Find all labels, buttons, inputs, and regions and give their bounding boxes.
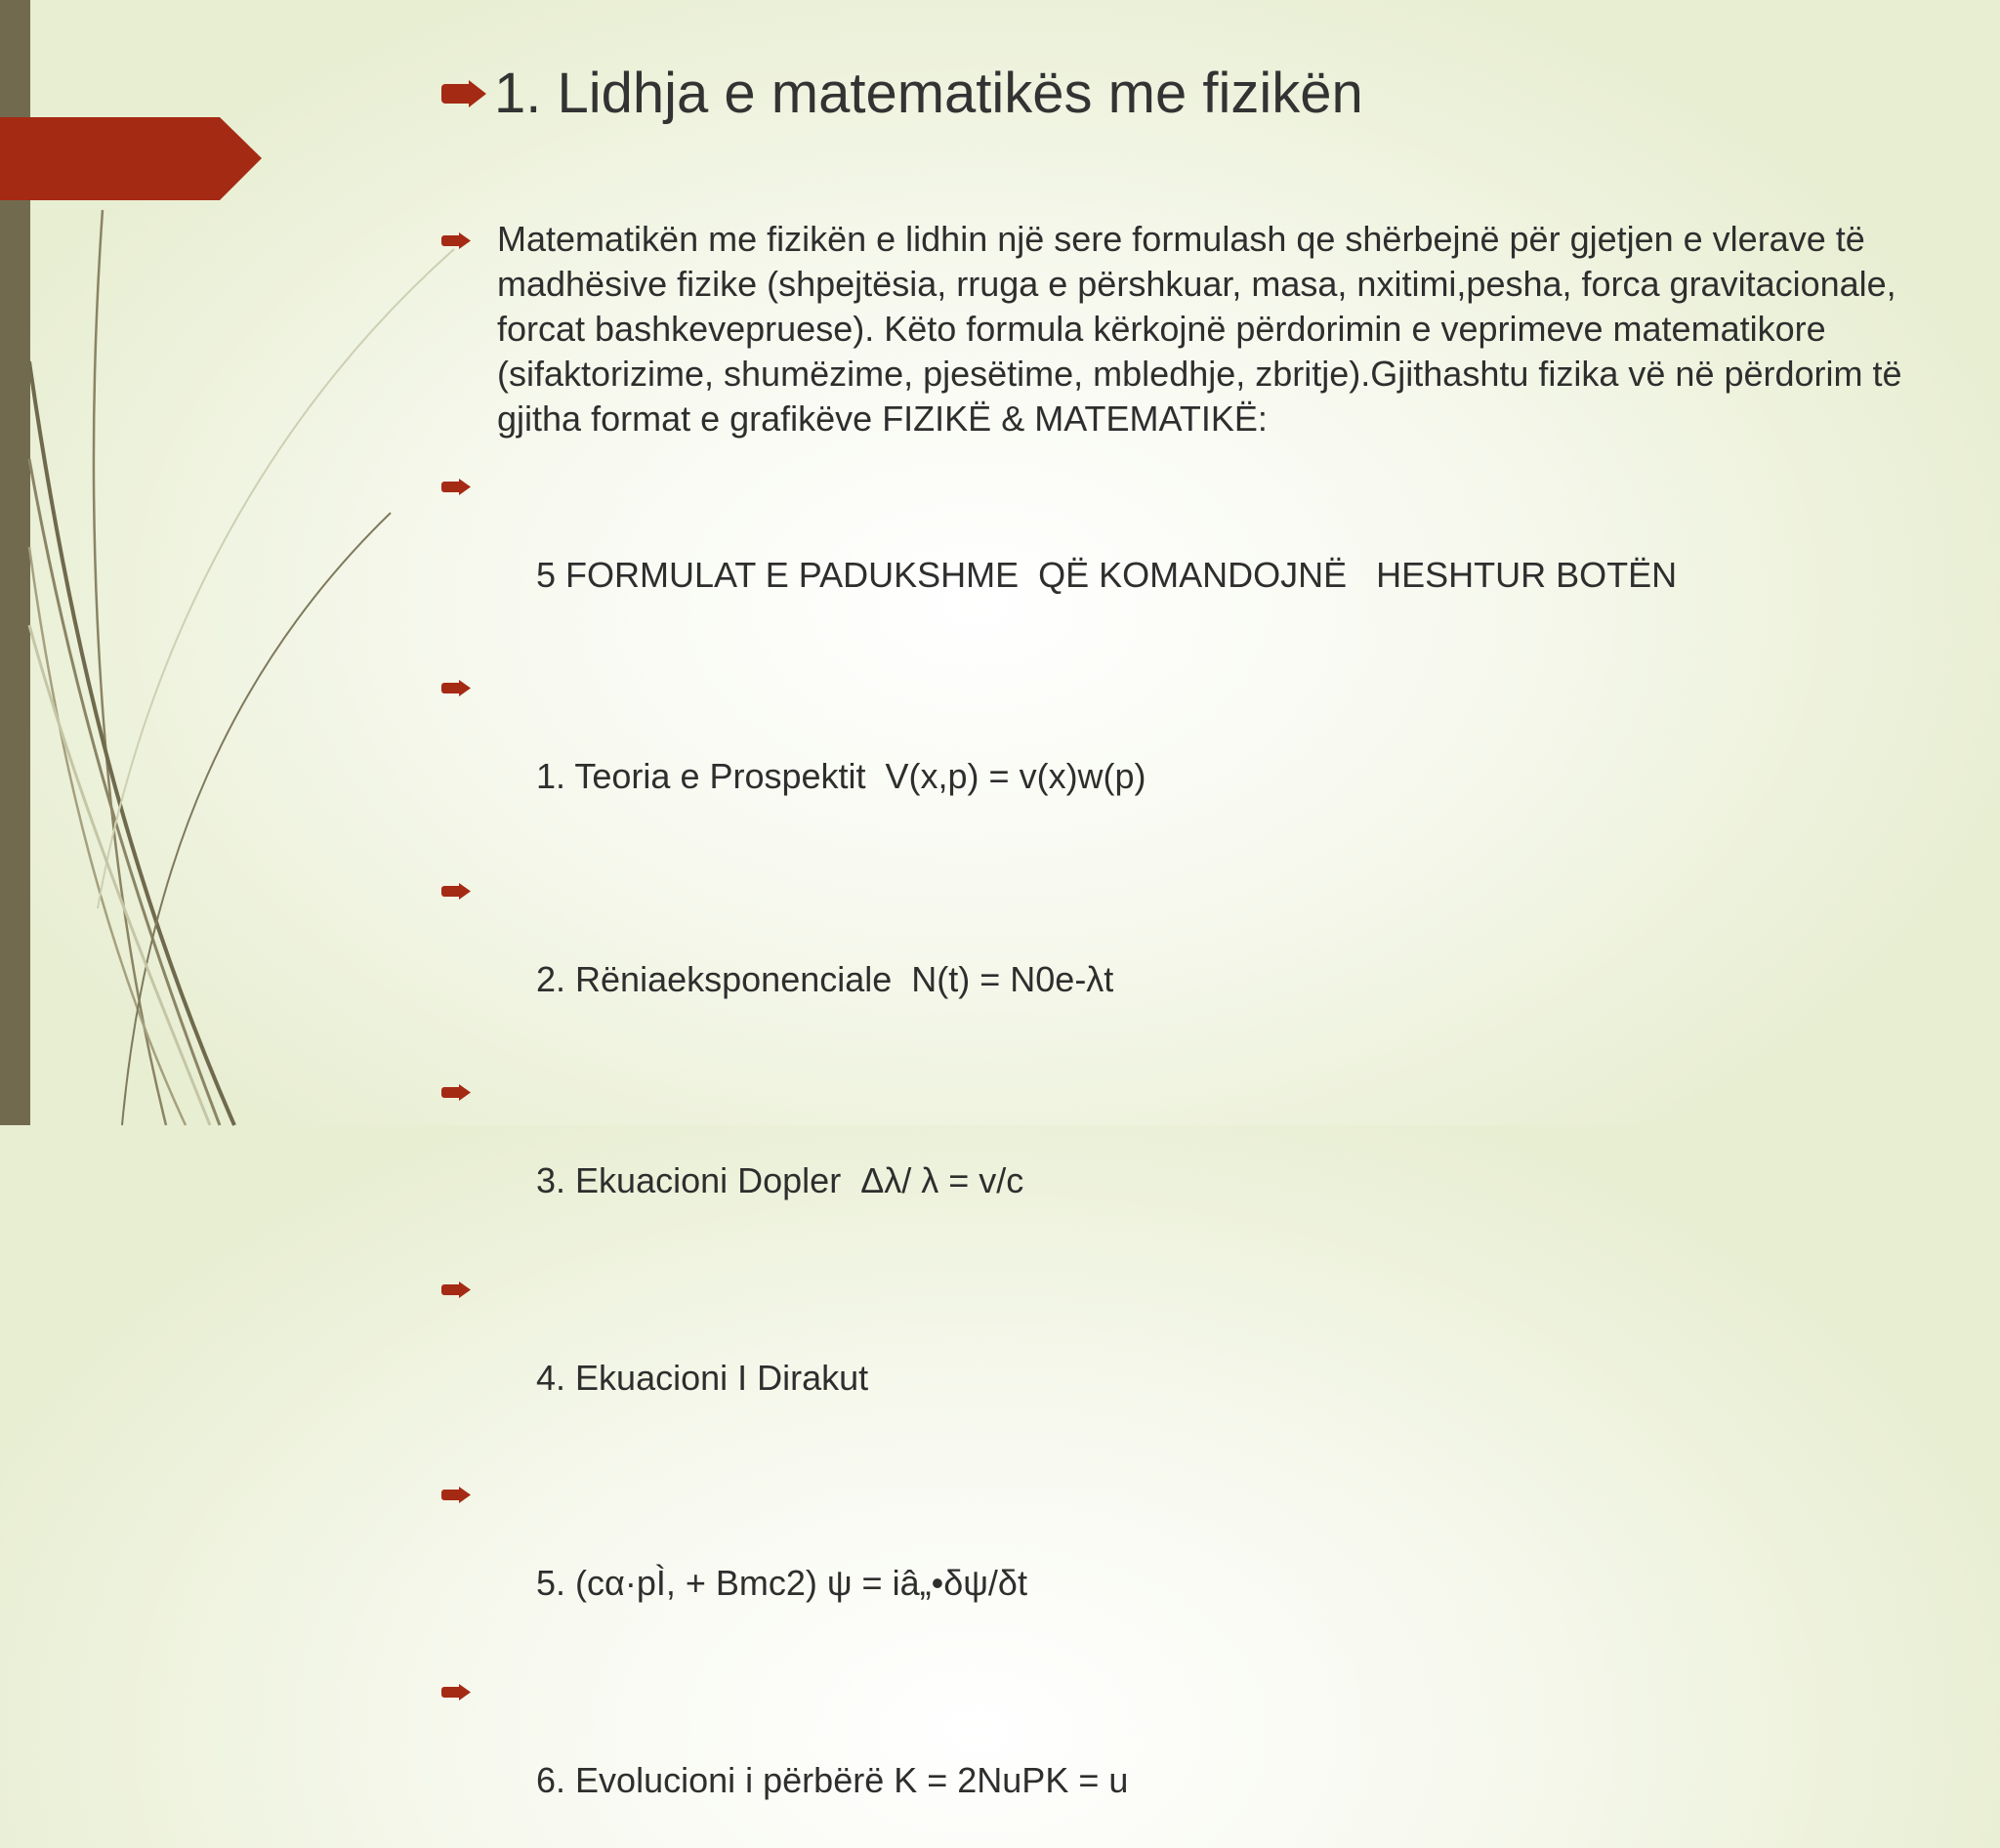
list-item-dirac [441, 1266, 1906, 1446]
slide-title [441, 55, 1363, 133]
list-item-text: 5. (cα·pÌ, + Bmc2) ψ = iâ„•δψ/δt [536, 1563, 1027, 1603]
intro-paragraph [441, 217, 1906, 441]
arrow-bullet-icon [441, 1684, 471, 1701]
list-item-prospect-theory [441, 664, 1906, 844]
title-accent-ribbon [0, 117, 262, 200]
list-item-text: 2. Rëniaeksponenciale N(t) = N0e-λt [536, 959, 1114, 999]
intro-paragraph-text: Matematikën me fizikën e lidhin një sere formulash qe shërbejnë për gjetjen e vlerave të madhësive fizike (shpejtësia, rruga e përshkuar, masa, nxitimi,pesha, forca gravitacionale, forcat bashkevepruese). Këto formula kërkojnë përdorimin e veprimeve matematikore (sifaktorizime, shumëzime, pjesëtime, mbledhje, zbritje).Gjithashtu fizika vë në përdorim të gjitha format e grafikëve FIZIKË & MATEMATIKË: [497, 219, 1902, 439]
list-item-dirac-formula [441, 1471, 1906, 1651]
list-item-text: 5 FORMULAT E PADUKSHME QË KOMANDOJNË HESHTUR BOTËN [536, 555, 1678, 595]
arrow-bullet-icon [441, 232, 471, 249]
title-arrow-bullet-icon [441, 80, 486, 107]
list-item-heading [441, 463, 1906, 643]
arrow-bullet-icon [441, 883, 471, 900]
arrow-bullet-icon [441, 479, 471, 495]
list-item-text: 6. Evolucioni i përbërë K = 2NuPK = u [536, 1760, 1129, 1800]
slide-content [441, 217, 1906, 1848]
list-item-exponential-decay [441, 867, 1906, 1047]
arrow-bullet-icon [441, 1281, 471, 1298]
arrow-bullet-icon [441, 1487, 471, 1503]
list-item-text: 4. Ekuacioni I Dirakut [536, 1358, 869, 1398]
list-item-compound-evolution [441, 1668, 1906, 1848]
list-item-doppler [441, 1069, 1906, 1248]
arrow-bullet-icon [441, 680, 471, 696]
list-item-text: 1. Teoria e Prospektit V(x,p) = v(x)w(p) [536, 756, 1146, 796]
arrow-bullet-icon [441, 1084, 471, 1101]
slide-title-text: 1. Lidhja e matematikës me fizikën [494, 62, 1363, 125]
list-item-text: 3. Ekuacioni Dopler Δλ/ λ = v/c [536, 1160, 1024, 1200]
